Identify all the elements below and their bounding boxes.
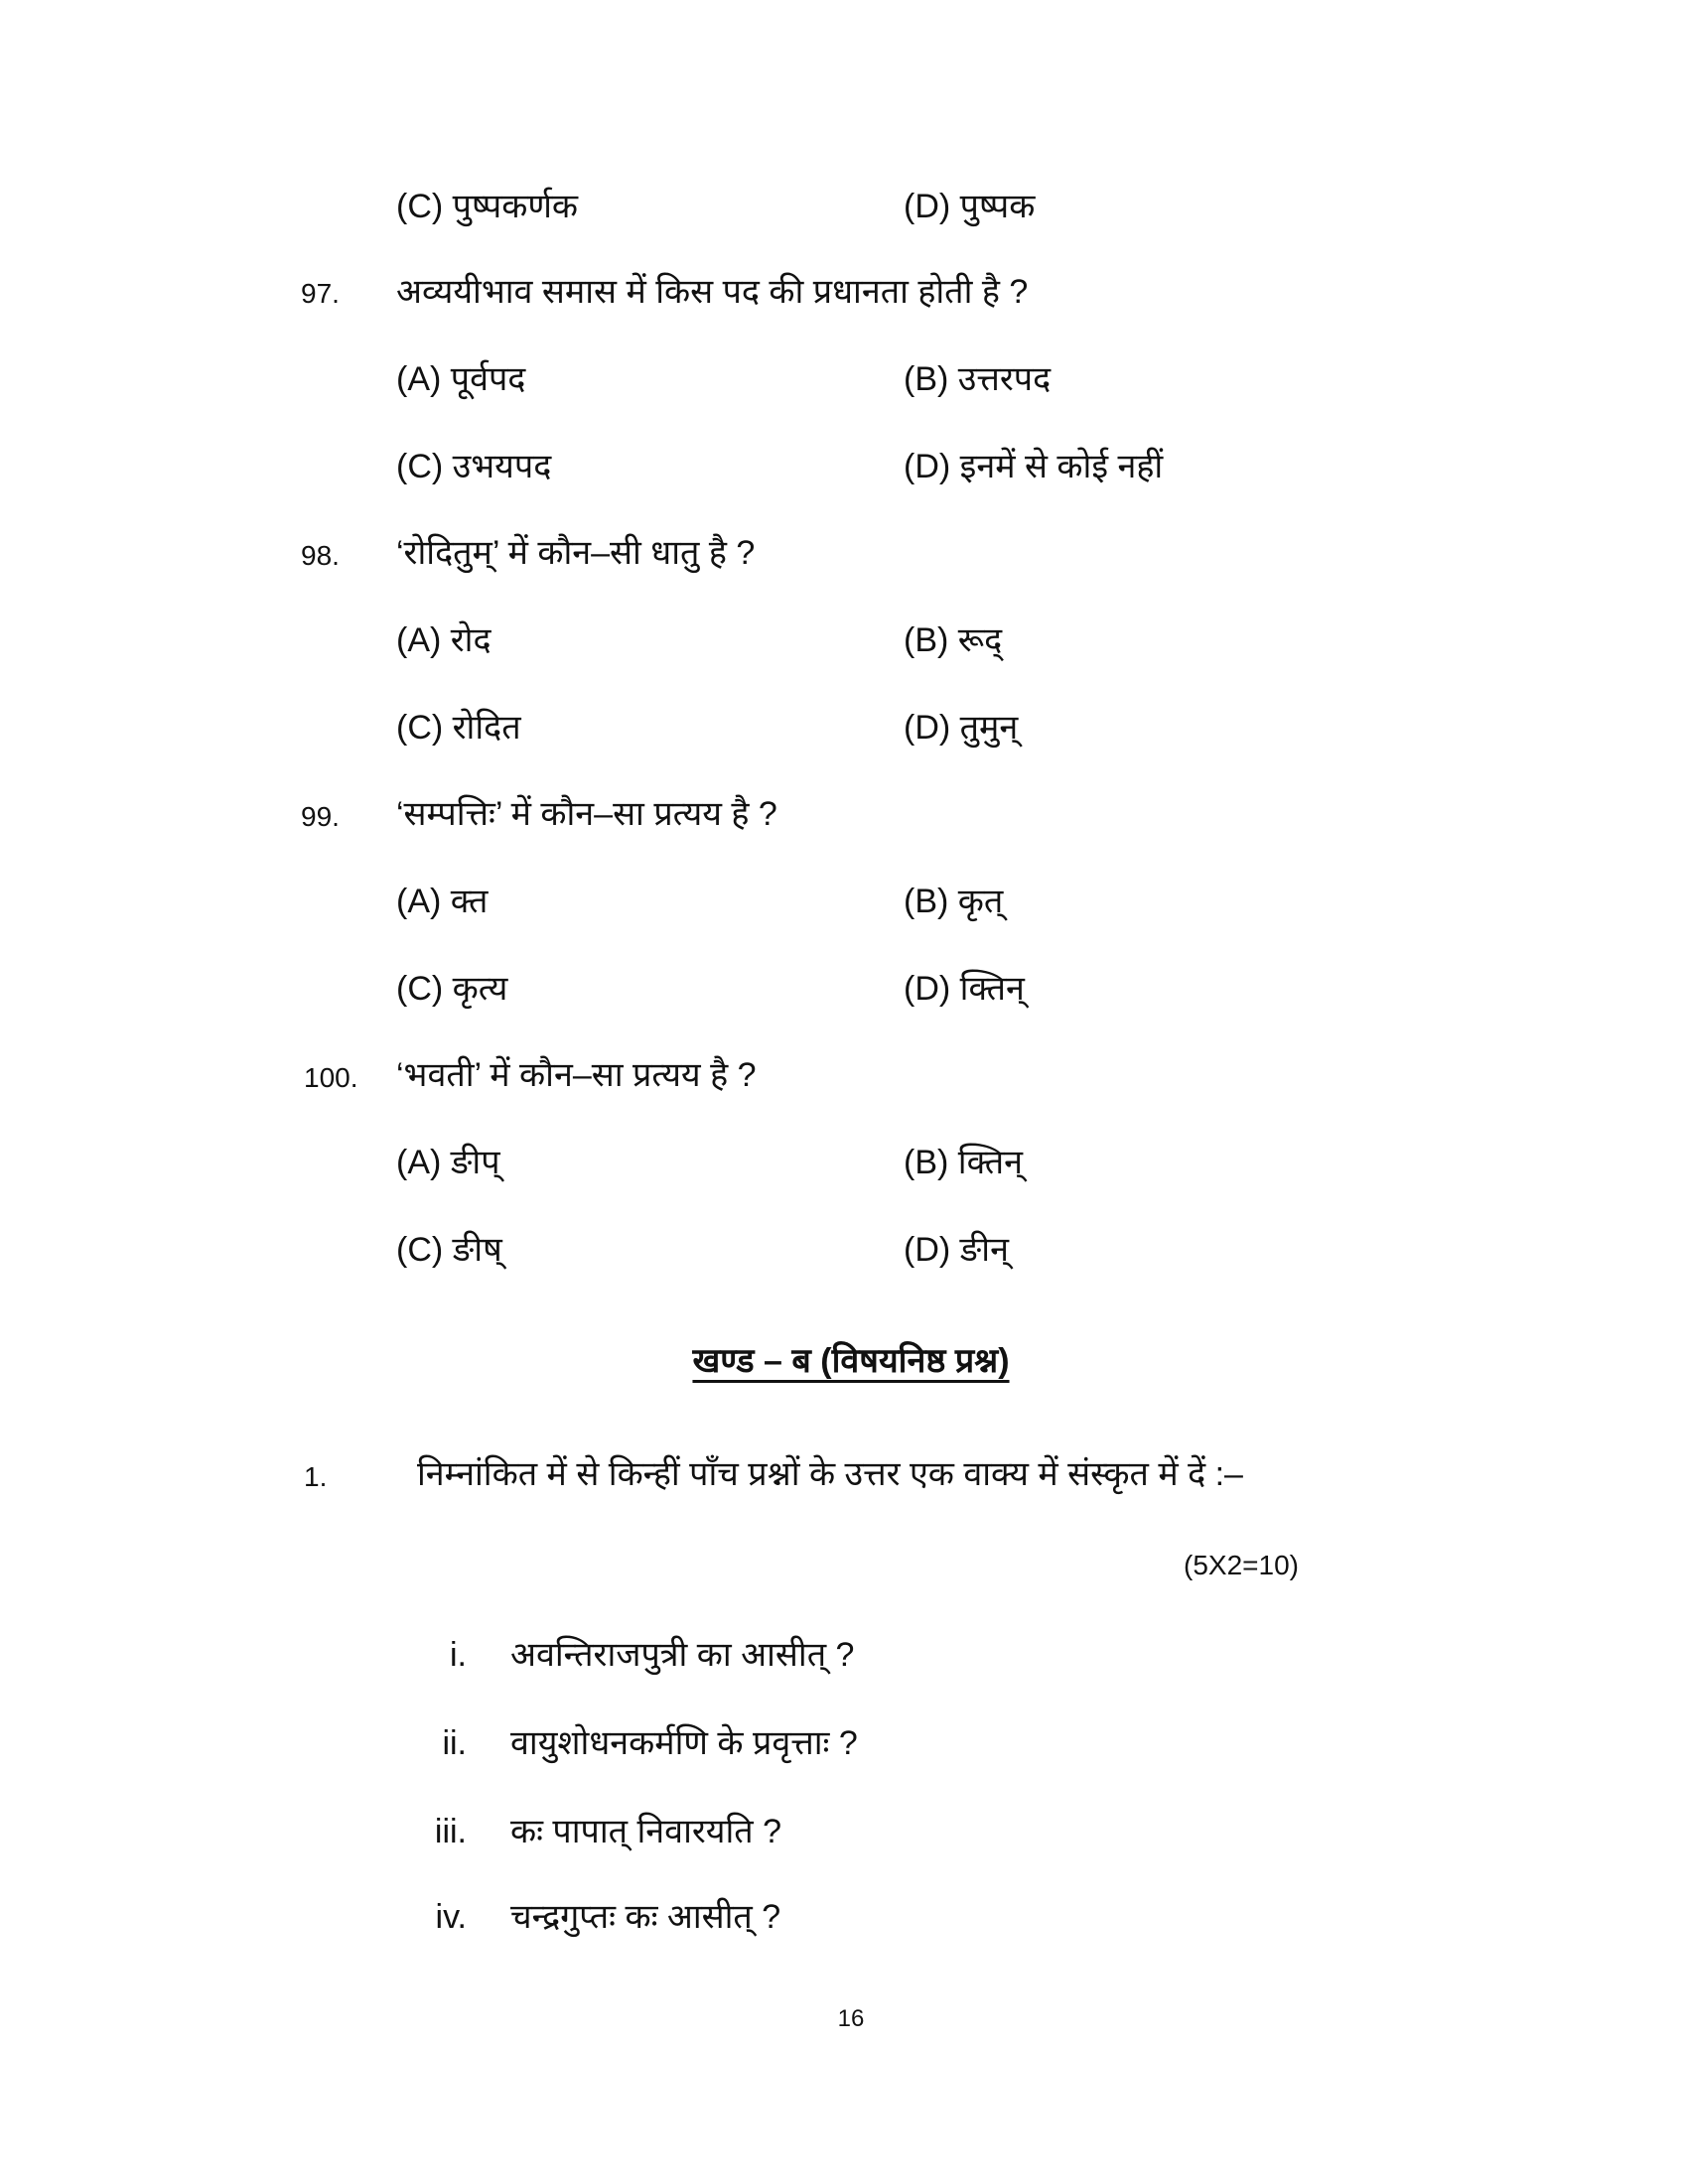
sub-question-label: i.: [450, 1636, 467, 1674]
question-text: ‘भवती’ में कौन–सा प्रत्यय है ?: [396, 1056, 757, 1094]
sub-question-text: अवन्तिराजपुत्री का आसीत् ?: [510, 1636, 855, 1674]
question-number: 97.: [301, 278, 340, 309]
question-number: 100.: [304, 1062, 358, 1093]
option-b: (B) क्तिन्: [904, 1144, 1024, 1181]
sub-question-text: वायुशोधनकर्मणि के प्रवृत्ताः ?: [510, 1724, 858, 1762]
sub-question-text: चन्द्रगुप्तः कः आसीत् ?: [510, 1898, 781, 1936]
option-a: (A) ङीप्: [396, 1144, 500, 1181]
option-b: (B) उत्तरपद: [904, 360, 1052, 398]
sub-question-text: कः पापात् निवारयति ?: [510, 1813, 782, 1850]
option-d: (D) तुमुन्: [904, 709, 1019, 747]
marks: (5X2=10): [1184, 1550, 1299, 1580]
option-c: (C) ङीष्: [396, 1231, 502, 1269]
option-d: (D) क्तिन्: [904, 970, 1025, 1008]
sub-question-label: ii.: [442, 1724, 467, 1762]
option-c: (C) रोदित: [396, 709, 521, 747]
option-c: (C) उभयपद: [396, 448, 552, 485]
question-number: 99.: [301, 801, 340, 832]
page-number: 16: [837, 2005, 865, 2032]
question-text: ‘रोदितुम्’ में कौन–सी धातु है ?: [396, 534, 756, 572]
option-a: (A) क्त: [396, 883, 489, 920]
question-text: निम्नांकित में से किन्हीं पाँच प्रश्नों के उत्तर एक वाक्य में संस्कृत में दें :–: [417, 1455, 1243, 1493]
option-b: (B) रूद्: [904, 621, 1003, 659]
option-b: (B) कृत्: [904, 883, 1004, 920]
question-text: ‘सम्पत्तिः’ में कौन–सा प्रत्यय है ?: [396, 795, 777, 833]
section-title: खण्ड – ब (विषयनिष्ठ प्रश्न): [692, 1342, 1010, 1380]
option-d: (D) इनमें से कोई नहीं: [904, 448, 1164, 485]
option-d: (D) पुष्पक: [904, 188, 1036, 225]
question-number: 1.: [304, 1461, 328, 1492]
question-text: अव्ययीभाव समास में किस पद की प्रधानता होती है ?: [396, 273, 1029, 311]
option-c: (C) कृत्य: [396, 970, 508, 1008]
question-number: 98.: [301, 540, 340, 571]
sub-question-label: iv.: [435, 1898, 467, 1936]
option-c: (C) पुष्पकर्णक: [396, 188, 579, 225]
option-a: (A) रोद: [396, 621, 492, 659]
option-a: (A) पूर्वपद: [396, 360, 526, 398]
sub-question-label: iii.: [434, 1813, 467, 1850]
option-d: (D) ङीन्: [904, 1231, 1009, 1269]
